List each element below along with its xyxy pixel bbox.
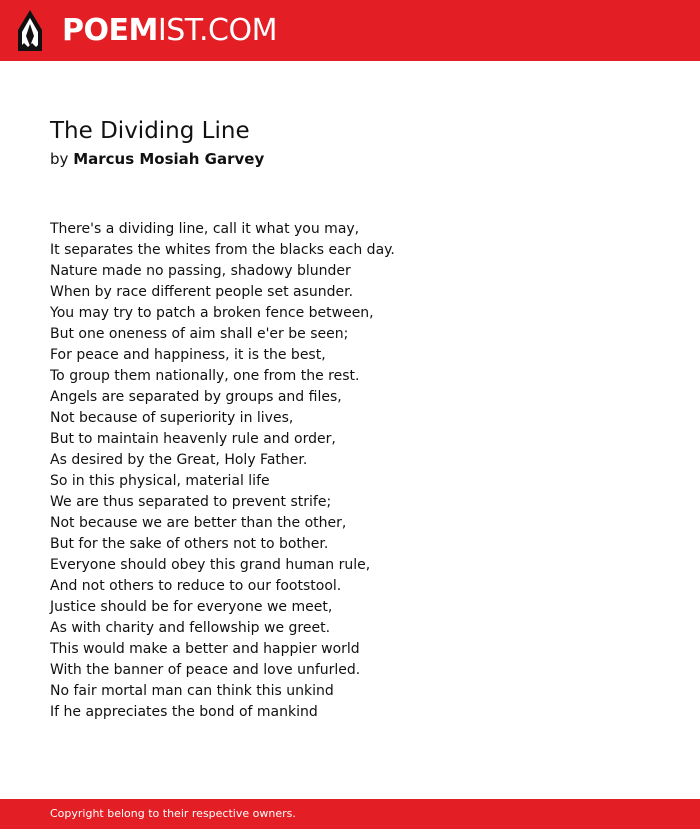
poem-line: We are thus separated to prevent strife; bbox=[50, 494, 332, 510]
by-label: by bbox=[50, 150, 69, 168]
poem-line: Not because we are better than the other, bbox=[50, 515, 347, 531]
poem-line: Justice should be for everyone we meet, bbox=[50, 599, 333, 615]
byline bbox=[50, 148, 264, 170]
poem-line: Everyone should obey this grand human rule, bbox=[50, 557, 371, 573]
site-footer bbox=[0, 799, 700, 829]
poem-line: But one oneness of aim shall e'er be seen; bbox=[50, 326, 349, 342]
poem-line: You may try to patch a broken fence between, bbox=[50, 305, 374, 321]
copyright-notice: Copyright belong to their respective owners. bbox=[50, 807, 296, 820]
logo-light-text: IST.COM bbox=[157, 13, 277, 48]
poem-title: The Dividing Line bbox=[50, 118, 250, 144]
poem-line: Angels are separated by groups and files, bbox=[50, 389, 342, 405]
poem-line: As desired by the Great, Holy Father. bbox=[50, 452, 308, 468]
author-name[interactable]: Marcus Mosiah Garvey bbox=[73, 150, 265, 168]
poem-line: When by race different people set asunder. bbox=[50, 284, 354, 300]
poem-line: So in this physical, material life bbox=[50, 473, 270, 489]
poem-line: There's a dividing line, call it what you may, bbox=[50, 221, 360, 237]
poem-line: Nature made no passing, shadowy blunder bbox=[50, 263, 351, 279]
poem-line: But for the sake of others not to bother. bbox=[50, 536, 329, 552]
poem-line: This would make a better and happier world bbox=[50, 641, 360, 657]
pen-nib-icon[interactable] bbox=[18, 10, 42, 51]
poem-line: As with charity and fellowship we greet. bbox=[50, 620, 331, 636]
poem-line: And not others to reduce to our footstool. bbox=[50, 578, 342, 594]
poem-line: But to maintain heavenly rule and order, bbox=[50, 431, 336, 447]
poem-line: Not because of superiority in lives, bbox=[50, 410, 294, 426]
logo-bold-text: POEM bbox=[62, 13, 158, 48]
poem-body bbox=[50, 219, 670, 723]
poem-line: To group them nationally, one from the rest. bbox=[50, 368, 360, 384]
site-header bbox=[0, 0, 700, 61]
poem-line: If he appreciates the bond of mankind bbox=[50, 704, 318, 720]
poem-line: With the banner of peace and love unfurled. bbox=[50, 662, 361, 678]
site-logo[interactable] bbox=[62, 12, 277, 50]
poem-line: No fair mortal man can think this unkind bbox=[50, 683, 334, 699]
poem-line: For peace and happiness, it is the best, bbox=[50, 347, 326, 363]
poem-line: It separates the whites from the blacks each day. bbox=[50, 242, 395, 258]
